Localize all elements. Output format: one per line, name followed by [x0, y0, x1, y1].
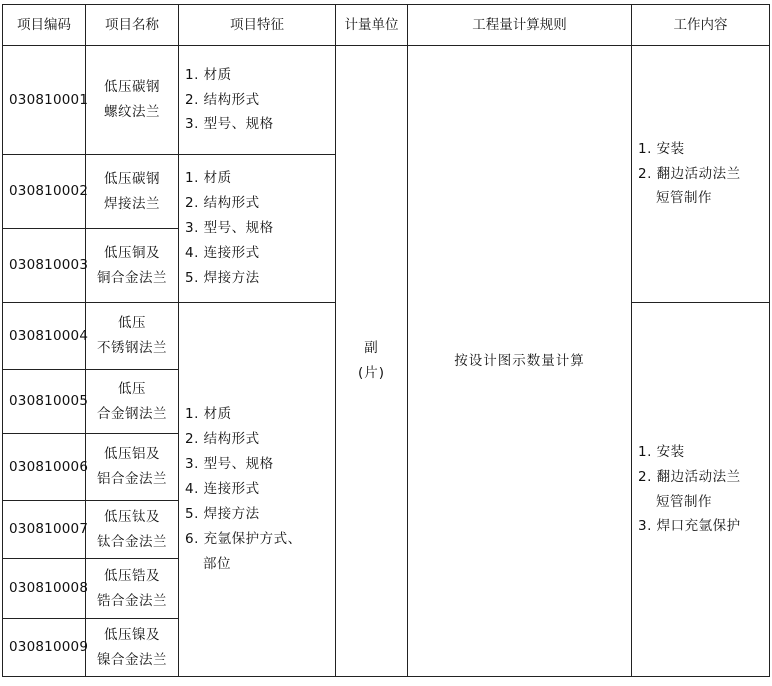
header-row — [3, 5, 770, 46]
feature-line: 5. 焊接方法 — [185, 269, 260, 286]
rule-cell: 按设计图示数量计算 — [408, 46, 632, 677]
content-line: 短管制作 — [656, 190, 712, 207]
item-code: 030810004 — [3, 303, 86, 370]
item-name — [86, 370, 179, 434]
feature-cell-group3 — [179, 303, 336, 677]
feature-line: 3. 型号、规格 — [185, 220, 274, 237]
item-code: 030810009 — [3, 619, 86, 677]
feature-line: 3. 型号、规格 — [185, 456, 274, 473]
header-features: 项目特征 — [179, 5, 336, 46]
feature-line: 1. 材质 — [185, 66, 232, 83]
item-name-line: 合金钢法兰 — [97, 405, 167, 422]
item-name — [86, 619, 179, 677]
header-code: 项目编码 — [3, 5, 86, 46]
item-name-line: 铝合金法兰 — [97, 471, 167, 487]
item-code: 030810001 — [3, 46, 86, 155]
item-code: 030810005 — [3, 370, 86, 434]
feature-line: 4. 连接形式 — [185, 481, 260, 498]
feature-line: 6. 充氩保护方式、 — [185, 530, 302, 547]
item-name-line: 低压铜及 — [104, 244, 160, 261]
item-name-line: 低压碳钢 — [104, 79, 160, 96]
item-name — [86, 559, 179, 619]
item-name — [86, 501, 179, 559]
feature-line: 2. 结构形式 — [185, 431, 260, 448]
feature-line: 1. 材质 — [185, 406, 232, 423]
content-line: 1. 安装 — [638, 443, 685, 460]
content-cell-group1 — [632, 46, 770, 303]
item-name-line: 钛合金法兰 — [97, 533, 167, 550]
content-cell-group2 — [632, 303, 770, 677]
feature-line: 4. 连接形式 — [185, 244, 260, 261]
content-line: 短管制作 — [656, 493, 712, 510]
item-name-line: 不锈钢法兰 — [97, 340, 167, 356]
item-name-line: 低压 — [118, 380, 146, 397]
feature-line: 2. 结构形式 — [185, 91, 260, 108]
header-content: 工作内容 — [632, 5, 770, 46]
unit-cell — [336, 46, 408, 677]
item-name — [86, 155, 179, 229]
item-name-line: 锆合金法兰 — [97, 592, 167, 609]
item-name — [86, 229, 179, 303]
item-name-line: 低压钛及 — [104, 508, 160, 525]
item-code: 030810003 — [3, 229, 86, 303]
item-name — [86, 303, 179, 370]
feature-line: 5. 焊接方法 — [185, 505, 260, 522]
feature-cell-group1 — [179, 46, 336, 155]
feature-line: 部位 — [203, 555, 231, 572]
unit-line: 副 — [364, 340, 379, 357]
content-line: 1. 安装 — [638, 140, 685, 157]
item-code: 030810008 — [3, 559, 86, 619]
spec-table — [2, 4, 770, 677]
item-name-line: 铜合金法兰 — [97, 269, 167, 286]
feature-line: 1. 材质 — [185, 170, 232, 187]
item-code: 030810007 — [3, 501, 86, 559]
item-name-line: 镍合金法兰 — [97, 651, 167, 668]
content-line: 2. 翻边活动法兰 — [638, 165, 741, 182]
content-line: 3. 焊口充氩保护 — [638, 518, 741, 535]
feature-line: 2. 结构形式 — [185, 195, 260, 212]
item-name — [86, 434, 179, 501]
content-line: 2. 翻边活动法兰 — [638, 468, 741, 485]
feature-cell-group2 — [179, 155, 336, 303]
item-code: 030810006 — [3, 434, 86, 501]
unit-line: (片) — [357, 365, 386, 381]
header-unit: 计量单位 — [336, 5, 408, 46]
header-rule: 工程量计算规则 — [408, 5, 632, 46]
item-name-line: 螺纹法兰 — [104, 104, 160, 120]
item-name-line: 低压碳钢 — [104, 170, 160, 187]
item-name-line: 低压镍及 — [104, 626, 160, 643]
item-name-line: 焊接法兰 — [104, 195, 160, 212]
item-code: 030810002 — [3, 155, 86, 229]
item-name — [86, 46, 179, 155]
table-row — [3, 46, 770, 155]
header-name: 项目名称 — [86, 5, 179, 46]
item-name-line: 低压 — [118, 315, 146, 332]
item-name-line: 低压铝及 — [104, 446, 160, 463]
item-name-line: 低压锆及 — [104, 567, 160, 584]
feature-line: 3. 型号、规格 — [185, 116, 274, 133]
